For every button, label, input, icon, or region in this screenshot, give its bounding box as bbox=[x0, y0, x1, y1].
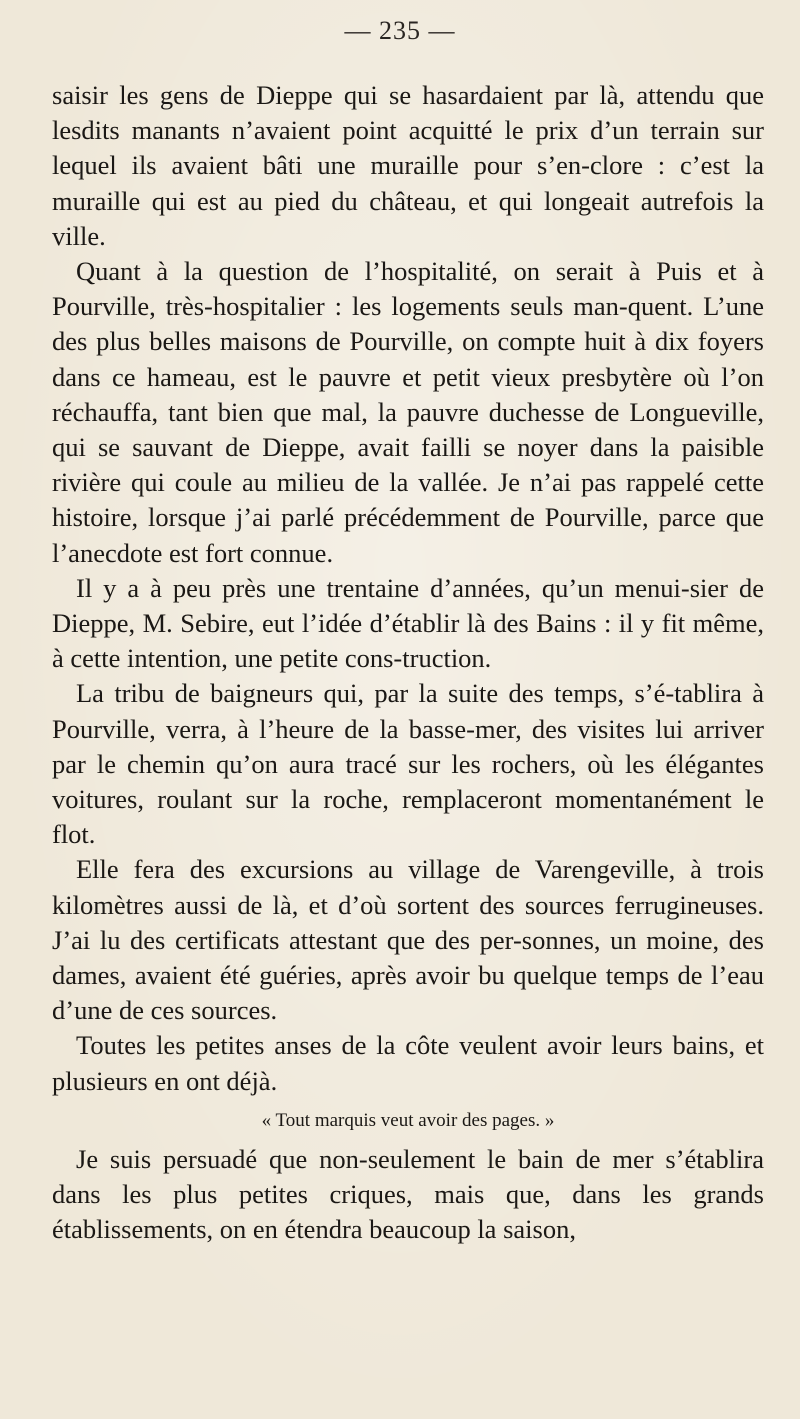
paragraph-2: Quant à la question de l’hospitalité, on serait à Puis et à Pourville, très-hospitalier : les logements seuls man-quent. L’une des plus belles maisons de Pourville, on compte huit à dix foyers dans ce hameau, est le pauvre et petit vieux presbytère où l’on réchauffa, tant bien que mal, la pauvre duchesse de Longueville, qui se sauvant de Dieppe, avait failli se noyer dans la paisible rivière qui coule au milieu de la vallée. Je n’ai pas rappelé cette histoire, lorsque j’ai parlé précédemment de Pourville, parce que l’anecdote est fort connue. bbox=[52, 256, 764, 568]
paragraph-1: saisir les gens de Dieppe qui se hasardaient par là, attendu que lesdits manants n’avaient point acquitté le prix d’un terrain sur lequel ils avaient bâti une muraille pour s’en-clore : c’est la muraille qui est au pied du château, et qui longeait autrefois la ville. bbox=[52, 80, 764, 251]
paragraph-4: La tribu de baigneurs qui, par la suite des temps, s’é-tablira à Pourville, verra, à l’heure de la basse-mer, des visites lui arriver par le chemin qu’on aura tracé sur les rochers, où les élégantes voitures, roulant sur la roche, remplaceront momentanément le flot. bbox=[52, 678, 764, 850]
page-body bbox=[52, 78, 764, 1248]
paragraph-7: Je suis persuadé que non-seulement le bain de mer s’établira dans les plus petites criques, mais que, dans les grands établissements, on en étendra beaucoup la saison, bbox=[52, 1143, 764, 1245]
quotation: « Tout marquis veut avoir des pages. » bbox=[261, 1109, 555, 1131]
paragraph-6: Toutes les petites anses de la côte veulent avoir leurs bains, et plusieurs en ont déjà. bbox=[52, 1030, 764, 1096]
page-number-header: — 235 — bbox=[344, 16, 456, 45]
paragraph-3: Il y a à peu près une trentaine d’années, qu’un menui-sier de Dieppe, M. Sebire, eut l’idée d’établir là des Bains : il y fit même, à cette intention, une petite cons-truction. bbox=[52, 572, 764, 674]
paragraph-5: Elle fera des excursions au village de Varengeville, à trois kilomètres aussi de là, et d’où sortent des sources ferrugineuses. J’ai lu des certificats attestant que des per-sonnes, un moine, des dames, avaient été guéries, après avoir bu quelque temps de l’eau d’une de ces sources. bbox=[52, 854, 764, 1026]
